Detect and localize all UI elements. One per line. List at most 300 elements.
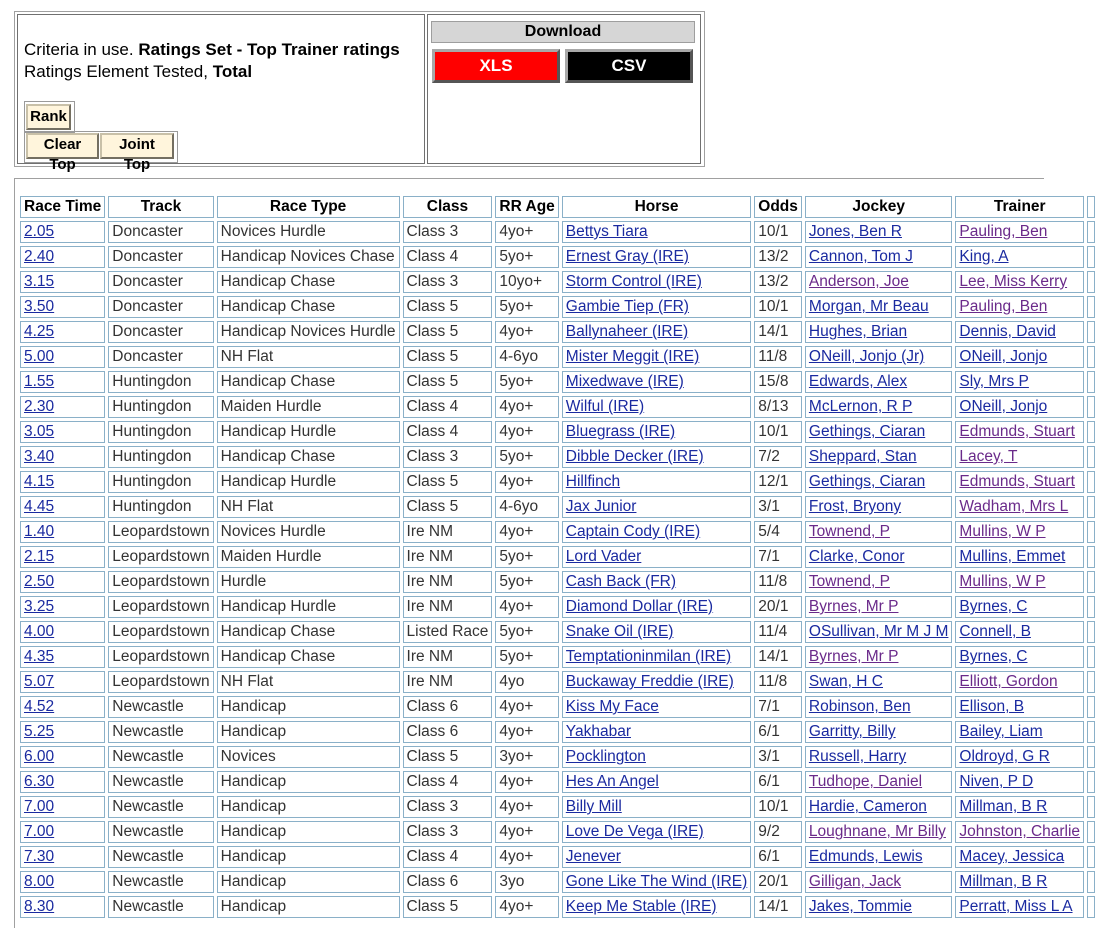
cell-race-time: [20, 221, 105, 243]
race-time-link[interactable]: 7.30: [24, 848, 55, 865]
trainer-link[interactable]: King, A: [959, 248, 1009, 265]
cell-class: Class 5: [403, 746, 493, 768]
cell-trainer: [955, 721, 1084, 743]
cell-odds: 12/1: [754, 471, 802, 493]
horse-link[interactable]: Billy Mill: [565, 798, 622, 815]
jockey-link[interactable]: Loughnane, Mr Billy: [808, 823, 946, 840]
race-time-link[interactable]: 3.50: [24, 298, 55, 315]
cell-class: Class 4: [403, 421, 493, 443]
cell-odds: 10/1: [754, 296, 802, 318]
download-box: [427, 14, 701, 164]
cell-odds: 20/1: [754, 596, 802, 618]
cell-class: Ire NM: [403, 671, 493, 693]
cell-jockey: [805, 221, 953, 243]
cell-race-time: [20, 821, 105, 843]
trainer-link[interactable]: Macey, Jessica: [959, 848, 1065, 865]
jockey-link[interactable]: Hughes, Brian: [808, 323, 908, 340]
cell-race-time: [20, 696, 105, 718]
cell-horse: [562, 721, 751, 743]
race-time-link[interactable]: 4.45: [24, 498, 55, 515]
horse-link[interactable]: Pocklington: [565, 748, 646, 765]
trainer-link[interactable]: Dennis, David: [959, 323, 1056, 340]
trainer-link[interactable]: Byrnes, C: [959, 648, 1028, 665]
cell-class: Class 4: [403, 246, 493, 268]
table-row: [20, 796, 1095, 818]
cell-rr-age: 5yo+: [495, 621, 558, 643]
race-time-link[interactable]: 5.00: [24, 348, 55, 365]
cell-odds: 14/1: [754, 321, 802, 343]
jockey-link[interactable]: Gilligan, Jack: [808, 873, 902, 890]
cell-race-time: [20, 571, 105, 593]
cell-race-type: Handicap Novices Hurdle: [217, 321, 400, 343]
cell-class: Class 5: [403, 346, 493, 368]
race-time-link[interactable]: 3.05: [24, 423, 55, 440]
trainer-link[interactable]: Millman, B R: [959, 798, 1048, 815]
jockey-link[interactable]: Sheppard, Stan: [808, 448, 917, 465]
trainer-link[interactable]: Bailey, Liam: [959, 723, 1043, 740]
cell-race-time: [20, 496, 105, 518]
cell-horse: [562, 296, 751, 318]
cell-extra: [1087, 846, 1095, 868]
horse-link[interactable]: Ernest Gray (IRE): [565, 248, 689, 265]
cell-race-type: NH Flat: [217, 671, 400, 693]
cell-horse: [562, 371, 751, 393]
cell-race-type: Novices: [217, 746, 400, 768]
horse-link[interactable]: Dibble Decker (IRE): [565, 448, 704, 465]
jockey-link[interactable]: Russell, Harry: [808, 748, 907, 765]
cell-race-type: Handicap: [217, 896, 400, 918]
trainer-link[interactable]: Lee, Miss Kerry: [959, 273, 1068, 290]
jockey-link[interactable]: ONeill, Jonjo (Jr): [808, 348, 925, 365]
cell-race-time: [20, 771, 105, 793]
trainer-link[interactable]: Millman, B R: [959, 873, 1048, 890]
race-time-link[interactable]: 4.00: [24, 623, 55, 640]
table-header-row: [20, 196, 1095, 218]
cell-horse: [562, 896, 751, 918]
header-race-type[interactable]: Race Type: [217, 196, 400, 218]
criteria-element-tested: Total: [212, 62, 253, 81]
cell-extra: [1087, 446, 1095, 468]
cell-jockey: [805, 446, 953, 468]
cell-track: Newcastle: [108, 821, 213, 843]
horse-link[interactable]: Hes An Angel: [565, 773, 659, 790]
horse-link[interactable]: Captain Cody (IRE): [565, 523, 701, 540]
horse-link[interactable]: Wilful (IRE): [565, 398, 645, 415]
horse-link[interactable]: Kiss My Face: [565, 698, 659, 715]
jockey-link[interactable]: Anderson, Joe: [808, 273, 909, 290]
horse-link[interactable]: Jax Junior: [565, 498, 637, 515]
jockey-link[interactable]: Morgan, Mr Beau: [808, 298, 929, 315]
clear-top-button[interactable]: Clear Top: [26, 133, 99, 159]
cell-track: Doncaster: [108, 296, 213, 318]
top-panel: [14, 11, 705, 173]
jockey-link[interactable]: Clarke, Conor: [808, 548, 905, 565]
cell-odds: 6/1: [754, 846, 802, 868]
table-row: [20, 696, 1095, 718]
cell-odds: 14/1: [754, 896, 802, 918]
jockey-link[interactable]: Frost, Bryony: [808, 498, 902, 515]
horse-link[interactable]: Keep Me Stable (IRE): [565, 898, 717, 915]
cell-trainer: [955, 596, 1084, 618]
horse-link[interactable]: Jenever: [565, 848, 621, 865]
race-time-link[interactable]: 7.00: [24, 823, 55, 840]
header-race-time[interactable]: Race Time: [20, 196, 105, 218]
race-time-link[interactable]: 2.30: [24, 398, 55, 415]
cell-rr-age: 4yo+: [495, 796, 558, 818]
race-time-link[interactable]: 2.15: [24, 548, 55, 565]
race-time-link[interactable]: 8.00: [24, 873, 55, 890]
cell-race-type: Handicap Chase: [217, 296, 400, 318]
cell-extra: [1087, 246, 1095, 268]
cell-rr-age: 5yo+: [495, 571, 558, 593]
table-row: [20, 821, 1095, 843]
race-time-link[interactable]: 4.15: [24, 473, 55, 490]
horse-link[interactable]: Mixedwave (IRE): [565, 373, 684, 390]
jockey-link[interactable]: Cannon, Tom J: [808, 248, 913, 265]
cell-jockey: [805, 871, 953, 893]
cell-odds: 10/1: [754, 796, 802, 818]
cell-odds: 3/1: [754, 496, 802, 518]
cell-odds: 8/13: [754, 396, 802, 418]
cell-odds: 11/4: [754, 621, 802, 643]
cell-race-time: [20, 871, 105, 893]
jockey-link[interactable]: Tudhope, Daniel: [808, 773, 923, 790]
cell-jockey: [805, 646, 953, 668]
cell-trainer: [955, 246, 1084, 268]
jockey-link[interactable]: McLernon, R P: [808, 398, 913, 415]
cell-horse: [562, 696, 751, 718]
horse-link[interactable]: Ballynaheer (IRE): [565, 323, 689, 340]
race-time-link[interactable]: 3.15: [24, 273, 55, 290]
trainer-link[interactable]: Edmunds, Stuart: [959, 473, 1075, 490]
cell-class: Class 5: [403, 496, 493, 518]
trainer-link[interactable]: Mullins, W P: [959, 523, 1046, 540]
cell-extra: [1087, 421, 1095, 443]
cell-odds: 10/1: [754, 221, 802, 243]
cell-class: Class 4: [403, 846, 493, 868]
cell-race-time: [20, 896, 105, 918]
jockey-link[interactable]: Townend, P: [808, 573, 890, 590]
joint-top-button[interactable]: Joint Top: [100, 133, 174, 159]
trainer-link[interactable]: Edmunds, Stuart: [959, 423, 1075, 440]
cell-extra: [1087, 296, 1095, 318]
race-time-link[interactable]: 8.30: [24, 898, 55, 915]
trainer-link[interactable]: ONeill, Jonjo: [959, 398, 1048, 415]
cell-race-time: [20, 621, 105, 643]
cell-odds: 11/8: [754, 671, 802, 693]
table-row: [20, 221, 1095, 243]
cell-rr-age: 4yo+: [495, 821, 558, 843]
trainer-link[interactable]: ONeill, Jonjo: [959, 348, 1048, 365]
cell-extra: [1087, 321, 1095, 343]
cell-class: Class 5: [403, 371, 493, 393]
cell-trainer: [955, 646, 1084, 668]
cell-extra: [1087, 671, 1095, 693]
cell-track: Huntingdon: [108, 371, 213, 393]
table-row: [20, 246, 1095, 268]
cell-race-time: [20, 846, 105, 868]
cell-odds: 6/1: [754, 771, 802, 793]
cell-extra: [1087, 821, 1095, 843]
horse-link[interactable]: Gambie Tiep (FR): [565, 298, 689, 315]
cell-race-time: [20, 646, 105, 668]
trainer-link[interactable]: Oldroyd, G R: [959, 748, 1050, 765]
cell-trainer: [955, 221, 1084, 243]
jockey-link[interactable]: Hardie, Cameron: [808, 798, 927, 815]
horse-link[interactable]: Lord Vader: [565, 548, 642, 565]
table-row: [20, 496, 1095, 518]
table-row: [20, 571, 1095, 593]
header-track[interactable]: Track: [108, 196, 213, 218]
cell-odds: 13/2: [754, 271, 802, 293]
cell-trainer: [955, 271, 1084, 293]
race-time-link[interactable]: 1.55: [24, 373, 55, 390]
cell-race-type: Handicap Chase: [217, 621, 400, 643]
cell-race-time: [20, 321, 105, 343]
horse-link[interactable]: Hillfinch: [565, 473, 621, 490]
cell-track: Huntingdon: [108, 421, 213, 443]
jockey-link[interactable]: OSullivan, Mr M J M: [808, 623, 949, 640]
trainer-link[interactable]: Lacey, T: [959, 448, 1018, 465]
cell-horse: [562, 396, 751, 418]
horse-link[interactable]: Temptationinmilan (IRE): [565, 648, 732, 665]
cell-track: Huntingdon: [108, 446, 213, 468]
cell-race-type: Hurdle: [217, 571, 400, 593]
jockey-link[interactable]: Jakes, Tommie: [808, 898, 912, 915]
trainer-link[interactable]: Pauling, Ben: [959, 223, 1048, 240]
criteria-box: [17, 14, 425, 173]
cell-track: Leopardstown: [108, 621, 213, 643]
cell-rr-age: 4yo+: [495, 846, 558, 868]
jockey-link[interactable]: Edmunds, Lewis: [808, 848, 923, 865]
trainer-link[interactable]: Johnston, Charlie: [959, 823, 1081, 840]
cell-rr-age: 4yo+: [495, 221, 558, 243]
horse-link[interactable]: Bettys Tiara: [565, 223, 648, 240]
cell-trainer: [955, 696, 1084, 718]
horse-link[interactable]: Snake Oil (IRE): [565, 623, 674, 640]
race-time-link[interactable]: 1.40: [24, 523, 55, 540]
race-time-link[interactable]: 2.40: [24, 248, 55, 265]
cell-track: Leopardstown: [108, 521, 213, 543]
trainer-link[interactable]: Mullins, Emmet: [959, 548, 1066, 565]
cell-jockey: [805, 671, 953, 693]
header-trainer[interactable]: Trainer: [955, 196, 1084, 218]
horse-link[interactable]: Yakhabar: [565, 723, 631, 740]
download-csv-button[interactable]: CSV: [565, 49, 693, 83]
race-time-link[interactable]: 6.30: [24, 773, 55, 790]
cell-rr-age: 5yo+: [495, 371, 558, 393]
cell-horse: [562, 846, 751, 868]
cell-track: Doncaster: [108, 246, 213, 268]
criteria-text: [24, 39, 400, 83]
cell-class: Ire NM: [403, 646, 493, 668]
header-odds[interactable]: Odds: [754, 196, 802, 218]
cell-jockey: [805, 771, 953, 793]
criteria-line2-prefix: Ratings Element Tested,: [24, 62, 208, 81]
trainer-link[interactable]: Wadham, Mrs L: [959, 498, 1069, 515]
cell-rr-age: 4yo+: [495, 321, 558, 343]
cell-horse: [562, 521, 751, 543]
cell-track: Huntingdon: [108, 496, 213, 518]
cell-class: Class 3: [403, 271, 493, 293]
cell-trainer: [955, 621, 1084, 643]
cell-track: Leopardstown: [108, 646, 213, 668]
cell-race-type: Handicap: [217, 821, 400, 843]
jockey-link[interactable]: Robinson, Ben: [808, 698, 911, 715]
cell-horse: [562, 771, 751, 793]
header-class[interactable]: Class: [403, 196, 493, 218]
cell-extra: [1087, 621, 1095, 643]
jockey-link[interactable]: Byrnes, Mr P: [808, 598, 899, 615]
cell-race-time: [20, 471, 105, 493]
table-row: [20, 896, 1095, 918]
trainer-link[interactable]: Perratt, Miss L A: [959, 898, 1073, 915]
race-time-link[interactable]: 4.52: [24, 698, 55, 715]
cell-race-time: [20, 546, 105, 568]
cell-trainer: [955, 821, 1084, 843]
table-row: [20, 346, 1095, 368]
cell-race-type: Handicap Hurdle: [217, 596, 400, 618]
cell-rr-age: 3yo+: [495, 746, 558, 768]
header-extra: [1087, 196, 1095, 218]
cell-jockey: [805, 696, 953, 718]
jockey-link[interactable]: Jones, Ben R: [808, 223, 902, 240]
cell-trainer: [955, 321, 1084, 343]
jockey-link[interactable]: Swan, H C: [808, 673, 883, 690]
cell-extra: [1087, 696, 1095, 718]
cell-extra: [1087, 896, 1095, 918]
cell-rr-age: 5yo+: [495, 296, 558, 318]
trainer-link[interactable]: Connell, B: [959, 623, 1031, 640]
cell-rr-age: 4yo+: [495, 721, 558, 743]
cell-jockey: [805, 471, 953, 493]
cell-jockey: [805, 496, 953, 518]
cell-track: Doncaster: [108, 321, 213, 343]
cell-rr-age: 4yo+: [495, 596, 558, 618]
cell-rr-age: 3yo: [495, 871, 558, 893]
cell-trainer: [955, 771, 1084, 793]
cell-track: Huntingdon: [108, 471, 213, 493]
horse-link[interactable]: Buckaway Freddie (IRE): [565, 673, 734, 690]
cell-horse: [562, 496, 751, 518]
cell-race-time: [20, 296, 105, 318]
cell-race-type: Handicap: [217, 771, 400, 793]
jockey-link[interactable]: Byrnes, Mr P: [808, 648, 899, 665]
cell-rr-age: 4yo+: [495, 771, 558, 793]
horse-link[interactable]: Bluegrass (IRE): [565, 423, 676, 440]
trainer-link[interactable]: Pauling, Ben: [959, 298, 1048, 315]
trainer-link[interactable]: Ellison, B: [959, 698, 1025, 715]
race-time-link[interactable]: 5.25: [24, 723, 55, 740]
cell-extra: [1087, 521, 1095, 543]
trainer-link[interactable]: Byrnes, C: [959, 598, 1028, 615]
jockey-link[interactable]: Townend, P: [808, 523, 890, 540]
horse-link[interactable]: Mister Meggit (IRE): [565, 348, 700, 365]
cell-class: Class 4: [403, 396, 493, 418]
cell-race-type: Maiden Hurdle: [217, 546, 400, 568]
cell-race-time: [20, 746, 105, 768]
cell-jockey: [805, 371, 953, 393]
race-time-link[interactable]: 3.40: [24, 448, 55, 465]
race-time-link[interactable]: 7.00: [24, 798, 55, 815]
cell-track: Doncaster: [108, 346, 213, 368]
cell-race-type: NH Flat: [217, 496, 400, 518]
jockey-link[interactable]: Garritty, Billy: [808, 723, 896, 740]
horse-link[interactable]: Gone Like The Wind (IRE): [565, 873, 748, 890]
cell-rr-age: 4yo+: [495, 696, 558, 718]
race-time-link[interactable]: 4.25: [24, 323, 55, 340]
trainer-link[interactable]: Niven, P D: [959, 773, 1034, 790]
jockey-link[interactable]: Gethings, Ciaran: [808, 473, 926, 490]
cell-race-type: NH Flat: [217, 346, 400, 368]
trainer-link[interactable]: Mullins, W P: [959, 573, 1046, 590]
cell-trainer: [955, 546, 1084, 568]
cell-jockey: [805, 271, 953, 293]
cell-trainer: [955, 896, 1084, 918]
race-time-link[interactable]: 6.00: [24, 748, 55, 765]
cell-class: Class 4: [403, 771, 493, 793]
header-horse[interactable]: Horse: [562, 196, 751, 218]
trainer-link[interactable]: Elliott, Gordon: [959, 673, 1058, 690]
cell-rr-age: 5yo+: [495, 246, 558, 268]
cell-horse: [562, 246, 751, 268]
header-rr-age[interactable]: RR Age: [495, 196, 558, 218]
rank-button[interactable]: Rank: [26, 104, 71, 130]
cell-rr-age: 4yo+: [495, 396, 558, 418]
table-row: [20, 296, 1095, 318]
cell-class: Ire NM: [403, 596, 493, 618]
jockey-link[interactable]: Edwards, Alex: [808, 373, 908, 390]
cell-class: Class 6: [403, 871, 493, 893]
table-row: [20, 846, 1095, 868]
cell-trainer: [955, 446, 1084, 468]
cell-race-type: Handicap: [217, 696, 400, 718]
header-jockey[interactable]: Jockey: [805, 196, 953, 218]
cell-odds: 7/2: [754, 446, 802, 468]
table-row: [20, 521, 1095, 543]
cell-trainer: [955, 746, 1084, 768]
race-time-link[interactable]: 2.50: [24, 573, 55, 590]
horse-link[interactable]: Cash Back (FR): [565, 573, 677, 590]
cell-track: Newcastle: [108, 871, 213, 893]
table-frame: [14, 178, 1081, 928]
cell-class: Class 5: [403, 321, 493, 343]
cell-horse: [562, 671, 751, 693]
cell-trainer: [955, 296, 1084, 318]
horse-link[interactable]: Storm Control (IRE): [565, 273, 702, 290]
race-time-link[interactable]: 2.05: [24, 223, 55, 240]
cell-race-time: [20, 421, 105, 443]
table-row: [20, 321, 1095, 343]
cell-horse: [562, 621, 751, 643]
cell-odds: 6/1: [754, 721, 802, 743]
table-row: [20, 746, 1095, 768]
cell-rr-age: 4-6yo: [495, 346, 558, 368]
race-time-link[interactable]: 3.25: [24, 598, 55, 615]
cell-rr-age: 10yo+: [495, 271, 558, 293]
horse-link[interactable]: Love De Vega (IRE): [565, 823, 704, 840]
jockey-link[interactable]: Gethings, Ciaran: [808, 423, 926, 440]
cell-extra: [1087, 646, 1095, 668]
download-xls-button[interactable]: XLS: [432, 49, 560, 83]
horse-link[interactable]: Diamond Dollar (IRE): [565, 598, 714, 615]
race-time-link[interactable]: 4.35: [24, 648, 55, 665]
cell-extra: [1087, 796, 1095, 818]
cell-race-time: [20, 396, 105, 418]
table-row: [20, 446, 1095, 468]
trainer-link[interactable]: Sly, Mrs P: [959, 373, 1029, 390]
race-time-link[interactable]: 5.07: [24, 673, 55, 690]
